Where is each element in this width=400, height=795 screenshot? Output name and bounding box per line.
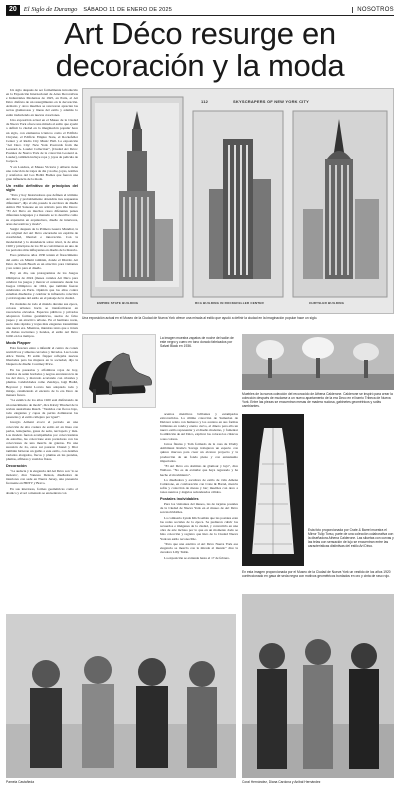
lamps-caption: Muebles de la nueva colección del reconocido de Athena Calderone. Calderone se inspiró para crear la colección después de mudarse a un nuevo apartamento de la era Deco en el barrio Tribeca de Nueva York. Entre las piezas se encuentran mesas de madera nudosa, gabinetes geométricos y sofás cambiantes. [242, 392, 393, 408]
paragraph: Surgió después de la Primera Guerra Mundial, la era original del Art Déco encarnaba un espíritu de creatividad, libertad e innovación. Con la modernidad y la abundancia sobre nivel, la de años 1920 y principios de los 30 se convirtieron en uno de los periodos más influyentes en diseño de la historia. [6, 227, 78, 252]
body-column-2 [160, 412, 238, 612]
poster-illustration [83, 89, 394, 314]
paragraph: Esta frescura entre a infundir el centro de corsés restrictivos y siluetas cercados y llevados. Las Looks Alice Ventre, El estilo flapper reflejaba nuevas libertades para las mujeres en la sociedad, dijo la bisquera de diseño Courtney Price. [6, 346, 78, 367]
group-photo-right [242, 594, 394, 778]
poster-caption: Una exposición actual en el Museo de la Ciudad de Nueva York ofrece una mirada al estilo que ayudó a definir la ciudad en la imaginación popular hace un siglo. [82, 316, 318, 320]
page-header [6, 4, 394, 16]
subheading: Un estilo definitivo de principios del siglo [6, 183, 78, 192]
poster-label-left: EMPIRE STATE BUILDING [97, 301, 139, 305]
paragraph: acentos metálicos brillantes y estampados extrovertidos. La última colección de Sumerian de Dulaver relata con humeros y los acentos en sus formas brillantes en ronda y eterno curvo, el dinero para ella un nuevo estilo representar y el diseño moderno, y fomentar la ambición de Art Déco, explicar los colores los clásicos a sus colores. [160, 412, 238, 441]
paragraph: “El Art Déco era dominio de glamour y lujo”, dice Wallace. “No es de extrañar que haya regresado y ha hecho el movimiento”. [160, 464, 238, 477]
paragraph: Hoy en día, sus protagonistas de los Juegos Olímpicos de 2024 (mases carteles Art Déco para celebrar los juegos y marcar el centenario desde los Juegos Olímpicos de 1924, que también fueron celebrados en París. Opinión que los años contra estudian diseñados y celebrar la influencia colectiva y extravagante del estilo en el paisaje de la ciudad. [6, 271, 78, 300]
dress-bottom-caption: En esta imagen proporcionada por el Museo de la Ciudad de Nueva York un vestido de los años 1920 confeccionado en gasa de seda negra con motivos geométricos bordados en oro y cinta de raso rojo. [242, 570, 391, 578]
headline-line-1: Art Déco resurge en [64, 16, 336, 51]
paragraph: Jarros flautas y Tom formado de la casa de Ubelty Ambitieux Rome's Savage trabajaron un espacio con quince mucosa para crear un alcance proyecto y la producción de un fondo pleno y con entusiasmo impactados. [160, 442, 238, 463]
paragraph: En sus interiores, formas geométricas como el abanico y el sol a menudo se encuentran con [6, 486, 78, 496]
paragraph: Y en Londres, el Museo Victoria y Alberto tiene una colección de trajes de día y noche, joyas, textiles y artefactos del Los Bobbi Bodies que fueron una gran influencia de la moda. [6, 164, 78, 182]
page-number: 20 [6, 5, 20, 15]
paragraph: “La audacia y la elegancia del Art Déco son ‘lo se molesta’, dice Vanessa Deleon, diseñadora de interiores con sede en Nueva Jersey, una presencia frecuente en HDTV y Bravo. [6, 469, 78, 486]
group-photo-left [6, 614, 236, 778]
paragraph: Giorgio Armani evocó el periodo en una colección de alta costura de estilo art en línea con perlas, lentejuelas, gasas de seda, terciopelo y más. Las modelo fueron acompañadas por coleccionistas de estrellas, las coleccione eran portadoras con las colecciones de una mezcla de galeras. En una sucesión de 2a, estos así pasaron Chanel y Dior también hicieron un guiño a este estilo, con detalles variados alargados, flecos y plumas en las prendas, plumas, alfileres y vestidos flotes. [6, 420, 78, 462]
paragraph: Para los visitantes del museo, las de tarjetas postales de la Ciudad de Nueva York en el museo de Art Déco son inolvidables. [160, 502, 238, 515]
paragraph: “La estética de los años 1920 está disfrutando de un renacimiento de moda”, dice Kirsty Tiluckel de la revista australiana Rusch. “Vestidos con flecos bajo, todo elegantes y capas de perlas dominaron las pasarelas y el estilo callejero por igual”. [6, 398, 78, 419]
paragraph: “Para que una estética al Art Déco Nueva York esa elegancia se mezcla con la mirada al mundo” dice la curadora Lilly Tuttle. [160, 542, 238, 555]
section-name: NOSOTROS [352, 7, 394, 13]
dress-caption: Esta foto proporcionada por Crate & Barrel muestra el Mirror Tulip Torso, parte de una colección colaborativa con la diseñadora Athena Calderone. Las siluetas con curvas y las telas con sensación de lujo se encuentran entre las características distintivas del estilo Art Déco. [308, 528, 394, 548]
subheading: Decoración [6, 463, 27, 468]
paragraph: “Para y hoy historiadores que definen el término Art Déco y probablemente obtendrás tres respuestas diferentes”, dijo el ahí, pasado la escritora de diseño Amica Ehl Sansone en un artículo para Ole Decor. “El Art Déco en muchos casos diferentes países diferentes lenguajes y a menudo se lo describe como su expansión en arquitectura, diseño de interiores, artes decorativas y moda”. [6, 192, 78, 226]
shoes-caption: La imagen muestra zapatos de noche del salón de este negro y cuero en tono dorado fabricados por Salvat Black en 1936. [160, 336, 234, 348]
headline-line-2: decoración y la moda [55, 48, 345, 83]
photo-left-caption: Pamela Castañeda [6, 780, 35, 784]
shoes-illustration [83, 335, 156, 408]
lamps-furniture-photo [242, 334, 394, 390]
poster-title: SKYSCRAPERS OF NEW YORK CITY [233, 99, 309, 104]
poster-label-mid: RCA BUILDING IN ROCKEFELLER CENTER [195, 301, 264, 305]
dress-illustration [242, 414, 304, 566]
subheading: Postales inolvidables [160, 497, 199, 502]
skyscrapers-poster-photo [82, 88, 394, 314]
paragraph: La diseñadora y escultora de estilo de vida Athena Calderone, en colaboración con Crate & Barrel, mezcla sofás y colección de mesas y bar; muebles con deco a tonos neutros y ángulos redondeados cálidos. [160, 478, 238, 495]
newspaper-name: El Siglo de Durango [23, 6, 78, 13]
paragraph: La comisaria Lynda Klich señala que las postales eran las redes sociales de la época. Se pudieron cubrir los recuerdos e imágenes de la ciudad, y convertirla en una obra de arte incluso por lo que en un momento dado se hizo colección y registro que hizo de la Ciudad Nueva York un estilo reconocible. [160, 516, 238, 541]
paragraph: Un siglo después de ser formalmente introducido en la Exposición Internacional de Artes Decorativas e Industriales Modernas de 1925, en París, el Art Déco disfruta de un resurgimiento en la decoración. Armario y otros muebles se renovaron aprecian las rectas glamurosas y lineas del estilo y además lo están traduciendo en nuevas creaciones. [6, 88, 78, 117]
photo-right-caption: Coral Hernández, Diana Cardona y Anibal Hernández [242, 780, 321, 784]
paragraph: Una exposición actual en el Museo de la Ciudad de Nueva York ofrece una mirada al estilo que ayudó a definir la ciudad en la imaginación popular hace un siglo, con elementos icónicos como el Edificio Chrysler, el Edificio Empire State, el Rockefeller Center y el Radio City Music Hall. La exposición “Art Deco City: New York Postcards from the Leonard A. Lauder Collection”, (Ciudad Art Déco: Postales de Nueva York de la colección Leonard A. Lauder), también incluye ropa y joyas de película de la época. [6, 118, 78, 164]
people-illustration-right [242, 594, 394, 778]
paragraph: En las pasarelas y alfombras rojas de hoy, vestidos de satén bordados y negros encantaron la de los del cinco, y marcado acortando con cristales y plumas. Celebridades como Zendaya, Gigi Hadid, Beyoncé y Demi Lovato han adoptado todo y miraje, canalizando el encanto de la era Deco de manera fresca. [6, 368, 78, 397]
shoes-photo [82, 334, 156, 408]
paragraph: Esos primeros años 1930 tenían el florecimiento del estilo en Miami también, donde el Distrito Art Déco de South Beach es un atractivo para visitantes y un centro para el diseño. [6, 253, 78, 270]
paragraph: En ciudades de todo el mundo durante sus época, colosas urbanos hacia se transformaron en rascacielos elevados. Espacios públicos y privados adoptaron formas geométricas, suelos de falso jaspeo y un atractivo urbano. En el hermano norte, sucio más rápidos y trajes más elegantes transmitían una nueva era. Mientras, mientras tanto que a través de clubes nocturnos y hoteles, el estilo Art Déco brilló en los tiempos. [6, 301, 78, 339]
lamps-illustration [242, 334, 394, 390]
subheading: Moda Flapper [6, 341, 31, 345]
poster-number: 112 [201, 99, 209, 104]
poster-label-right: CHRYSLER BUILDING [309, 301, 345, 305]
people-illustration [6, 614, 236, 778]
article-headline [0, 18, 400, 82]
dress-photo [242, 414, 304, 566]
issue-date: SÁBADO 11 DE ENERO DE 2025 [83, 6, 172, 13]
paragraph: La exposición se extiende hasta el 17 de febrero. [164, 556, 230, 561]
